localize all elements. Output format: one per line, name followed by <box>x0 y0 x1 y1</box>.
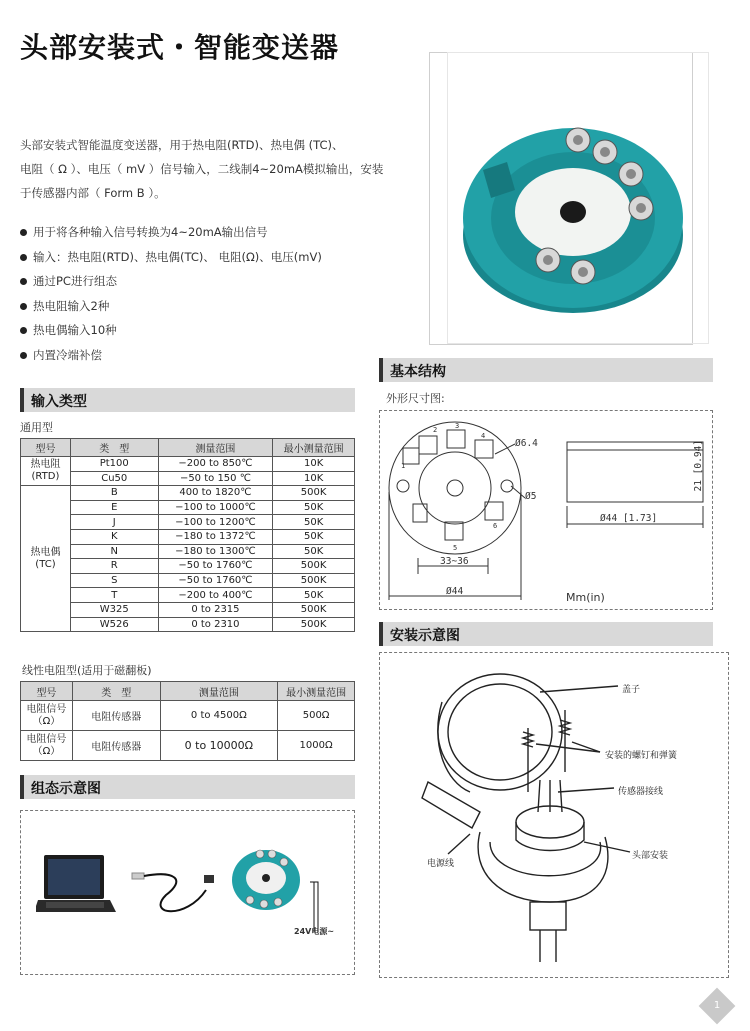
table-cell: 500K <box>273 617 355 632</box>
feature-list <box>20 220 380 367</box>
table-row <box>21 515 355 530</box>
table-cell: 500K <box>273 486 355 501</box>
intro-line: 电阻（ Ω ）、电压（ mV ）信号输入，二线制4~20mA模拟输出，安装 <box>20 162 384 176</box>
table-cell: −180 to 1300℃ <box>158 544 273 559</box>
table-cell: 400 to 1820℃ <box>158 486 273 501</box>
bullet-icon <box>20 278 27 285</box>
table-header: 测量范围 <box>160 682 278 701</box>
table-cell: 50K <box>273 529 355 544</box>
bullet-icon <box>20 352 27 359</box>
table-cell: −100 to 1000℃ <box>158 500 273 515</box>
bullet-icon <box>20 229 27 236</box>
table-cell: 50K <box>273 544 355 559</box>
table-row <box>21 471 355 486</box>
table-row <box>21 529 355 544</box>
table-header: 测量范围 <box>158 439 273 457</box>
table-cell: J <box>70 515 158 530</box>
table-row <box>21 602 355 617</box>
intro-line: 于传感器内部（ Form B ）。 <box>20 186 166 200</box>
input-type-heading: 输入类型 <box>20 388 355 412</box>
list-item: 用于将各种输入信号转换为4~20mA输出信号 <box>20 220 380 245</box>
side-height-label: 21 [0.94] <box>693 440 704 492</box>
table-cell: −100 to 1200℃ <box>158 515 273 530</box>
terminal-label: 2 <box>433 426 438 434</box>
table-row <box>21 573 355 588</box>
table-row <box>21 559 355 574</box>
page-title: 头部安装式・智能变送器 <box>20 31 340 64</box>
installation-drawing <box>400 662 720 967</box>
list-item: 热电阻输入2种 <box>20 294 380 319</box>
table-header: 型号 <box>21 682 73 701</box>
table-cell: R <box>70 559 158 574</box>
terminal-label: 4 <box>481 432 486 440</box>
table-cell: 50K <box>273 500 355 515</box>
callout-cover: 盖子 <box>622 685 641 695</box>
table-cell: 10K <box>273 471 355 486</box>
table-cell: K <box>70 529 158 544</box>
table-cell: T <box>70 588 158 603</box>
list-item: 通过PC进行组态 <box>20 269 380 294</box>
table-cell: Cu50 <box>70 471 158 486</box>
table-row <box>21 457 355 472</box>
table-row <box>21 486 355 501</box>
bullet-icon <box>20 303 27 310</box>
unit-label: Mm(in) <box>566 591 605 604</box>
table-cell: B <box>70 486 158 501</box>
table-cell: −50 to 1760℃ <box>158 559 273 574</box>
config-diagram <box>36 840 346 940</box>
table-header: 型号 <box>21 439 71 457</box>
spacing-label: 33~36 <box>440 556 469 567</box>
table-row: 电阻信号 （Ω） 电阻传感器 0 to 10000Ω 1000Ω <box>21 731 355 761</box>
bullet-icon <box>20 327 27 334</box>
small-hole-label: Ø5 <box>525 491 537 502</box>
callout-sensor-wiring: 传感器接线 <box>618 787 664 797</box>
table-header: 最小测量范围 <box>273 439 355 457</box>
transmitter-photo <box>455 100 700 335</box>
table-cell: −50 to 1760℃ <box>158 573 273 588</box>
table-cell: W325 <box>70 602 158 617</box>
table-cell: N <box>70 544 158 559</box>
config-heading: 组态示意图 <box>20 775 355 799</box>
list-item: 热电偶输入10种 <box>20 318 380 343</box>
table-cell: 10K <box>273 457 355 472</box>
table-cell: −50 to 150 ℃ <box>158 471 273 486</box>
table-cell: 500K <box>273 602 355 617</box>
table-row <box>21 500 355 515</box>
intro-line: 头部安装式智能温度变送器，用于热电阻(RTD)、热电偶 (TC)、 <box>20 138 344 152</box>
hole-diameter-label: Ø6.4 <box>515 438 538 449</box>
power-label: 24V电源~ <box>294 927 335 936</box>
table-cell: 500K <box>273 559 355 574</box>
table-row: 电阻信号 （Ω） 电阻传感器 0 to 4500Ω 500Ω <box>21 701 355 731</box>
terminal-label: 6 <box>493 522 498 530</box>
table-header: 最小测量范围 <box>278 682 355 701</box>
terminal-label: 3 <box>455 422 460 430</box>
terminal-label: 1 <box>401 462 406 470</box>
general-type-label: 通用型 <box>20 421 53 434</box>
table-cell: −180 to 1372℃ <box>158 529 273 544</box>
table-cell: 0 to 2310 <box>158 617 273 632</box>
table-cell: S <box>70 573 158 588</box>
table-header: 类 型 <box>72 682 160 701</box>
linear-type-table <box>20 681 355 761</box>
table-cell: W526 <box>70 617 158 632</box>
terminal-label: 5 <box>453 544 458 552</box>
structure-heading: 基本结构 <box>379 358 713 382</box>
table-cell: −200 to 400℃ <box>158 588 273 603</box>
install-heading: 安装示意图 <box>379 622 713 646</box>
page-number-badge: 1 <box>699 988 736 1025</box>
callout-power-line: 电源线 <box>427 859 455 869</box>
input-type-table <box>20 438 355 632</box>
side-width-label: Ø44 [1.73] <box>600 513 658 524</box>
group-cell: 热电偶 (TC) <box>21 486 71 632</box>
list-item: 输入：热电阻(RTD)、热电偶(TC)、 电阻(Ω)、电压(mV) <box>20 245 380 270</box>
table-cell: Pt100 <box>70 457 158 472</box>
outer-diameter-label: Ø44 <box>446 586 464 597</box>
group-cell: 热电阻 (RTD) <box>21 457 71 486</box>
outline-label: 外形尺寸图: <box>386 392 445 405</box>
laptop-icon <box>36 855 116 912</box>
table-row <box>21 544 355 559</box>
table-cell: −200 to 850℃ <box>158 457 273 472</box>
table-row <box>21 588 355 603</box>
bullet-icon <box>20 254 27 261</box>
usb-cable-icon <box>132 873 214 911</box>
list-item: 内置冷端补偿 <box>20 343 380 368</box>
callout-screws: 安装的螺钉和弹簧 <box>605 751 678 761</box>
table-cell: 50K <box>273 588 355 603</box>
table-cell: 50K <box>273 515 355 530</box>
table-row <box>21 617 355 632</box>
table-cell: 0 to 2315 <box>158 602 273 617</box>
table-cell: 500K <box>273 573 355 588</box>
intro-paragraph <box>20 133 390 205</box>
table-cell: E <box>70 500 158 515</box>
linear-type-label: 线性电阻型(适用于磁翻板) <box>22 664 152 677</box>
callout-head-mount: 头部安装 <box>632 851 669 861</box>
transmitter-icon <box>232 850 300 910</box>
table-header: 类 型 <box>70 439 158 457</box>
